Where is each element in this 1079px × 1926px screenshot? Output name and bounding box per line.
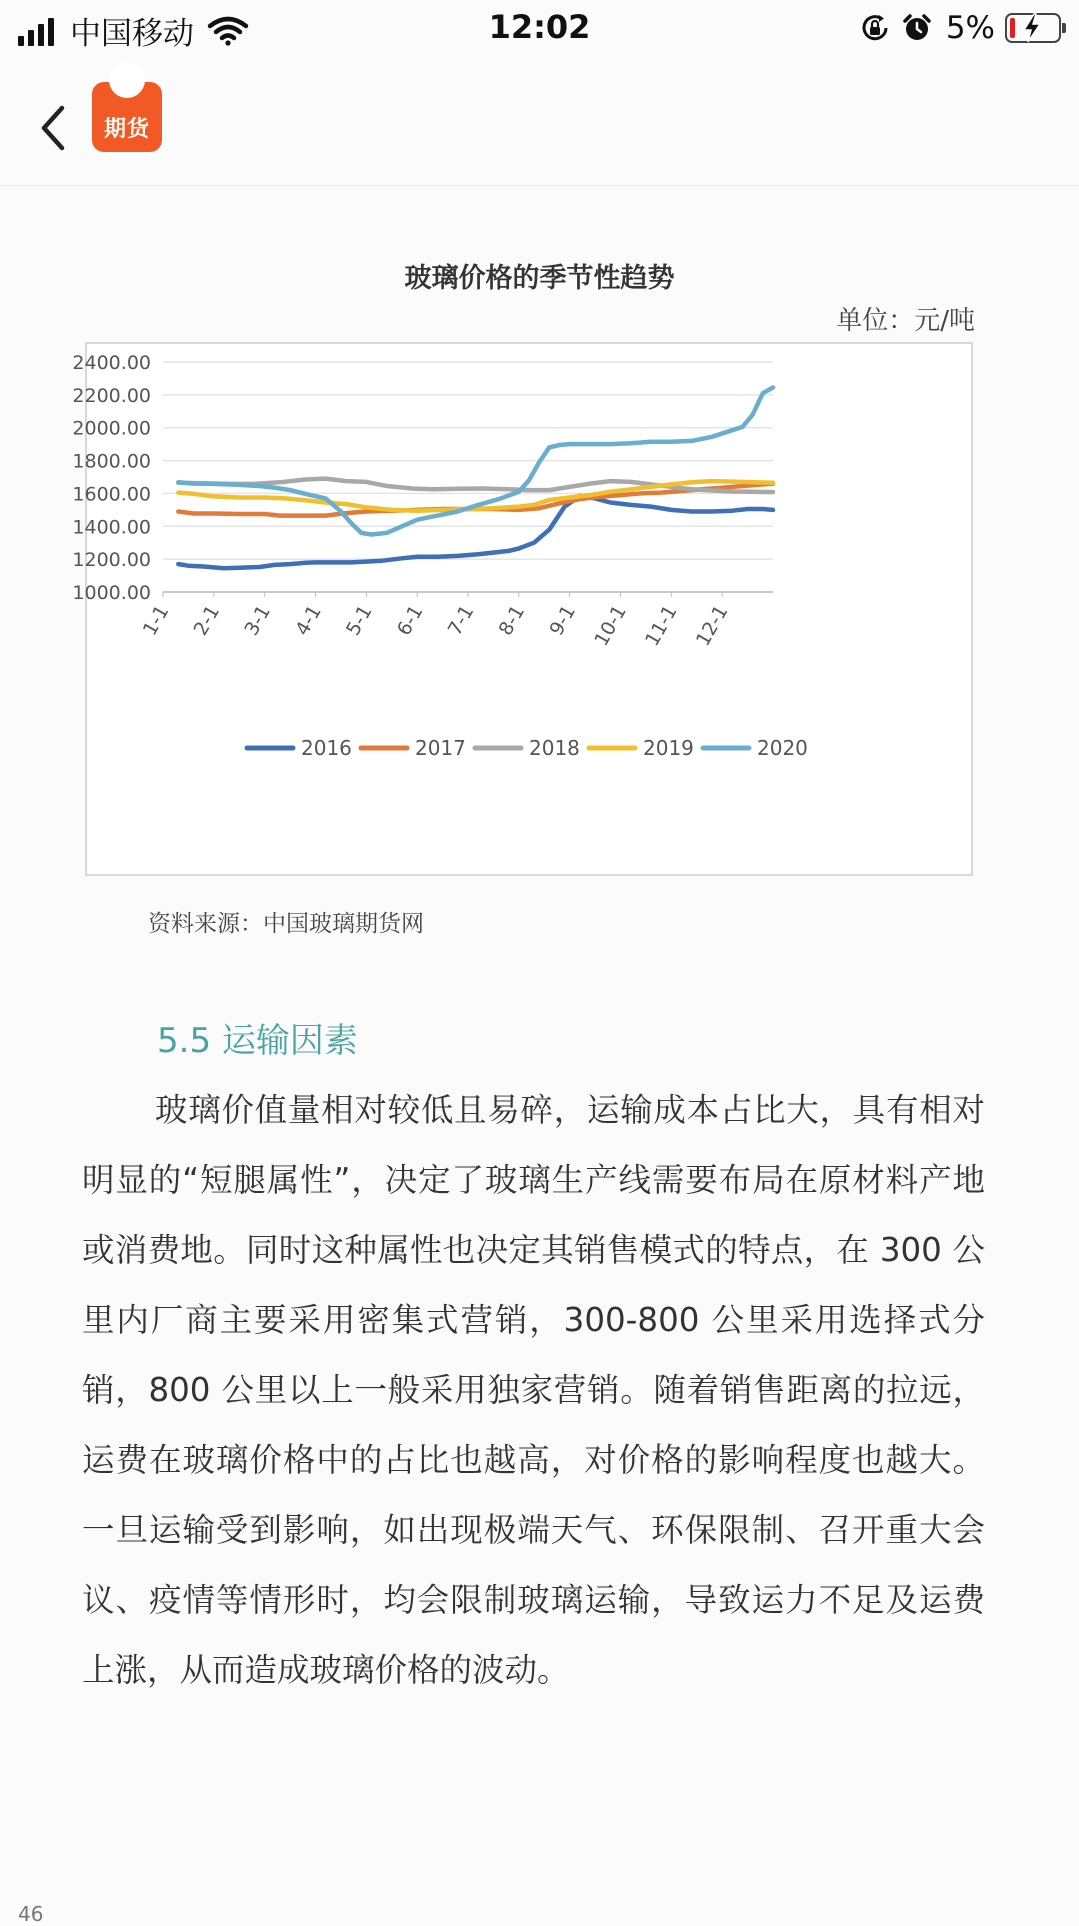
x-tick-label: 9-1 <box>545 601 580 640</box>
legend-label-2020: 2020 <box>757 736 808 760</box>
legend-label-2019: 2019 <box>643 736 694 760</box>
x-tick-label: 2-1 <box>189 601 225 640</box>
clock: 12:02 <box>488 8 591 46</box>
status-right <box>848 10 1061 46</box>
y-tick-label: 1800.00 <box>72 450 151 473</box>
carrier-name: 中国移动 <box>70 16 194 52</box>
x-tick-label: 3-1 <box>240 601 275 640</box>
legend-label-2018: 2018 <box>529 736 580 760</box>
nav-bar <box>0 70 1079 186</box>
chart-title: 玻璃价格的季节性趋势 <box>404 263 675 294</box>
legend-label-2017: 2017 <box>415 736 466 760</box>
y-tick-label: 1200.00 <box>72 549 151 572</box>
x-tick-label: 8-1 <box>494 601 530 640</box>
battery-percent: 5% <box>945 10 995 46</box>
app-name: 期货 <box>103 117 150 142</box>
seasonal-price-chart <box>72 342 973 876</box>
status-bar <box>0 0 1079 64</box>
y-tick-label: 1000.00 <box>72 582 151 604</box>
chart-source: 资料来源：中国玻璃期货网 <box>148 911 424 937</box>
y-tick-label: 1600.00 <box>72 483 151 506</box>
x-tick-label: 1-1 <box>138 601 174 640</box>
y-tick-label: 2200.00 <box>72 384 151 407</box>
x-tick-label: 4-1 <box>291 601 326 640</box>
battery-icon <box>1005 13 1061 43</box>
article-paragraph: 玻璃价值量相对较低且易碎，运输成本占比大，具有相对明显的“短腿属性”，决定了玻璃生产线需要布局在原材料产地或消费地。同时这种属性也决定其销售模式的特点，在 300 公里内厂商主要采用密集式营销，300-800 公里采用选择式分销，800 公里以上一般采用独家营销。随着销售距离的拉远，运费在玻璃价格中的占比也越高，对价格的影响程度也越大。一旦运输受到影响，如出现极端天气、环保限制、召开重大会议、疫情等情形时，均会限制玻璃运输，导致运力不足及运费上涨，从而造成玻璃价格的波动。 <box>82 1091 985 1689</box>
alarm-icon <box>902 13 932 43</box>
charging-bolt-icon <box>1021 13 1043 43</box>
x-tick-label: 5-1 <box>342 601 377 640</box>
y-tick-label: 1400.00 <box>72 516 151 539</box>
y-tick-label: 2400.00 <box>72 352 151 374</box>
legend-label-2016: 2016 <box>301 736 352 760</box>
app-logo[interactable] <box>92 82 162 152</box>
orientation-lock-icon <box>860 13 890 43</box>
x-tick-label: 10-1 <box>590 601 631 650</box>
section-title: 5.5 运输因素 <box>157 1021 358 1061</box>
x-tick-label: 6-1 <box>392 601 428 640</box>
back-button[interactable] <box>34 96 74 160</box>
x-tick-label: 12-1 <box>691 601 733 650</box>
page-number: 46 <box>18 1902 44 1926</box>
x-tick-label: 11-1 <box>641 601 682 650</box>
logo-mark-icon <box>109 62 145 98</box>
x-tick-label: 7-1 <box>443 601 479 640</box>
y-tick-label: 2000.00 <box>72 417 151 440</box>
chart-unit-label: 单位：元/吨 <box>836 306 975 336</box>
